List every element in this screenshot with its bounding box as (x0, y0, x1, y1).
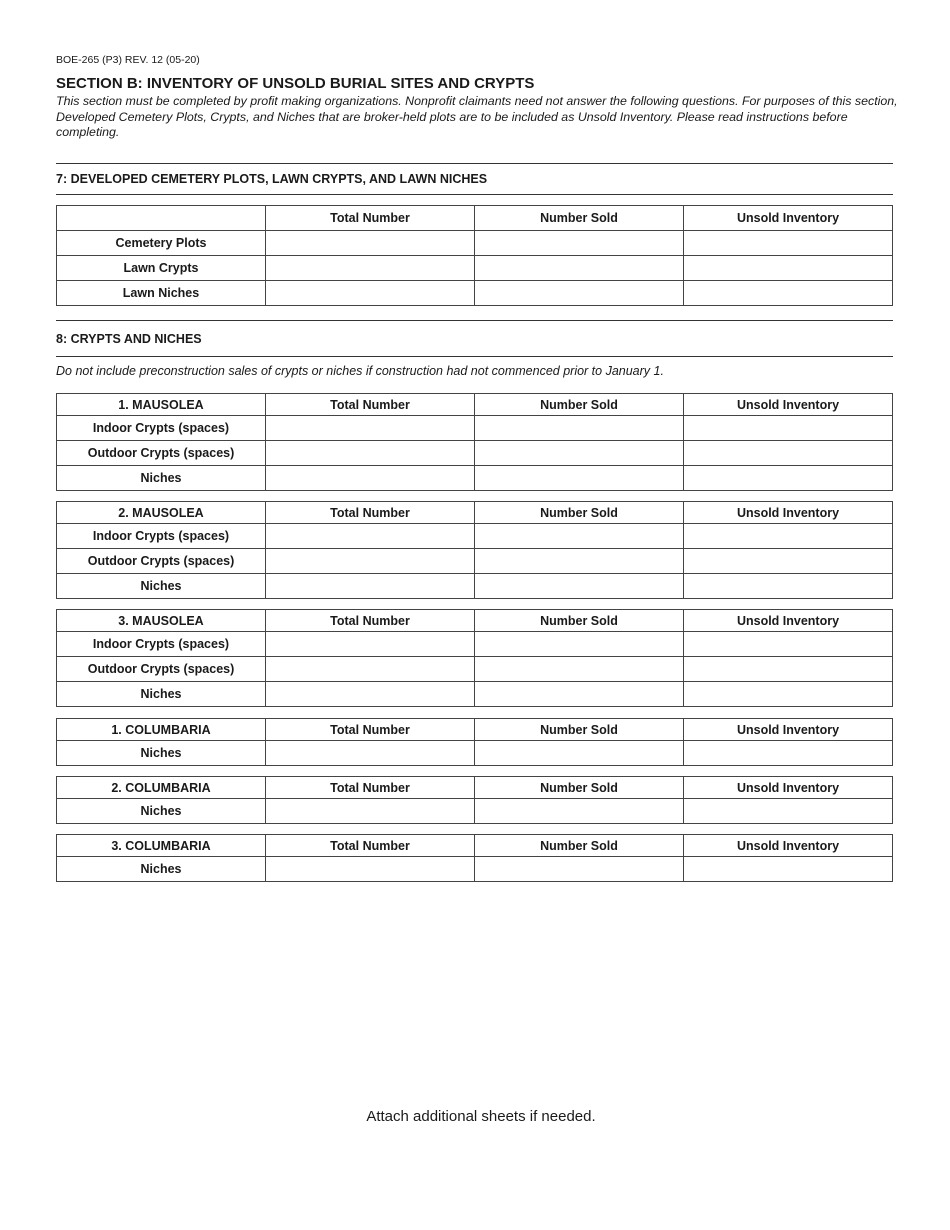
row-label: Outdoor Crypts (spaces) (57, 441, 266, 466)
header-blank (57, 206, 266, 231)
divider (56, 194, 893, 195)
unsold-inventory-field[interactable] (684, 799, 893, 824)
header-number-sold: Number Sold (475, 206, 684, 231)
number-sold-field[interactable] (475, 799, 684, 824)
header-total-number: Total Number (266, 835, 475, 857)
unsold-inventory-field[interactable] (684, 281, 893, 306)
part8-note: Do not include preconstruction sales of crypts or niches if construction had not commenced prior to January 1. (56, 364, 664, 378)
row-label: Cemetery Plots (57, 231, 266, 256)
header-total-number: Total Number (266, 777, 475, 799)
header-total-number: Total Number (266, 394, 475, 416)
table-label: 3. MAUSOLEA (57, 610, 266, 632)
header-total-number: Total Number (266, 502, 475, 524)
number-sold-field[interactable] (475, 682, 684, 707)
part7-table (56, 205, 893, 306)
number-sold-field[interactable] (475, 466, 684, 491)
header-unsold-inventory: Unsold Inventory (684, 610, 893, 632)
divider (56, 163, 893, 164)
unsold-inventory-field[interactable] (684, 857, 893, 882)
total-number-field[interactable] (266, 416, 475, 441)
table-label: 1. COLUMBARIA (57, 719, 266, 741)
table-label: 2. COLUMBARIA (57, 777, 266, 799)
total-number-field[interactable] (266, 441, 475, 466)
unsold-inventory-field[interactable] (684, 231, 893, 256)
total-number-field[interactable] (266, 549, 475, 574)
table-label: 2. MAUSOLEA (57, 502, 266, 524)
row-label: Niches (57, 682, 266, 707)
columbaria-3-table (56, 834, 893, 882)
header-unsold-inventory: Unsold Inventory (684, 835, 893, 857)
header-unsold-inventory: Unsold Inventory (684, 777, 893, 799)
total-number-field[interactable] (266, 256, 475, 281)
row-label: Lawn Niches (57, 281, 266, 306)
total-number-field[interactable] (266, 574, 475, 599)
header-total-number: Total Number (266, 610, 475, 632)
row-label: Lawn Crypts (57, 256, 266, 281)
total-number-field[interactable] (266, 799, 475, 824)
number-sold-field[interactable] (475, 416, 684, 441)
unsold-inventory-field[interactable] (684, 416, 893, 441)
header-number-sold: Number Sold (475, 777, 684, 799)
unsold-inventory-field[interactable] (684, 574, 893, 599)
header-total-number: Total Number (266, 719, 475, 741)
unsold-inventory-field[interactable] (684, 524, 893, 549)
header-unsold-inventory: Unsold Inventory (684, 206, 893, 231)
number-sold-field[interactable] (475, 256, 684, 281)
divider (56, 320, 893, 321)
total-number-field[interactable] (266, 466, 475, 491)
columbaria-1-table (56, 718, 893, 766)
number-sold-field[interactable] (475, 574, 684, 599)
row-label: Indoor Crypts (spaces) (57, 416, 266, 441)
header-unsold-inventory: Unsold Inventory (684, 394, 893, 416)
divider (56, 356, 893, 357)
number-sold-field[interactable] (475, 857, 684, 882)
table-label: 1. MAUSOLEA (57, 394, 266, 416)
unsold-inventory-field[interactable] (684, 682, 893, 707)
row-label: Niches (57, 741, 266, 766)
unsold-inventory-field[interactable] (684, 741, 893, 766)
number-sold-field[interactable] (475, 231, 684, 256)
mausolea-1-table (56, 393, 893, 491)
unsold-inventory-field[interactable] (684, 466, 893, 491)
total-number-field[interactable] (266, 524, 475, 549)
row-label: Outdoor Crypts (spaces) (57, 549, 266, 574)
header-unsold-inventory: Unsold Inventory (684, 719, 893, 741)
unsold-inventory-field[interactable] (684, 657, 893, 682)
number-sold-field[interactable] (475, 657, 684, 682)
total-number-field[interactable] (266, 682, 475, 707)
unsold-inventory-field[interactable] (684, 632, 893, 657)
total-number-field[interactable] (266, 657, 475, 682)
unsold-inventory-field[interactable] (684, 549, 893, 574)
mausolea-3-table (56, 609, 893, 707)
footer-note: Attach additional sheets if needed. (366, 1108, 596, 1125)
part8-title: 8: CRYPTS AND NICHES (56, 332, 202, 346)
header-total-number: Total Number (266, 206, 475, 231)
part7-title: 7: DEVELOPED CEMETERY PLOTS, LAWN CRYPTS, AND LAWN NICHES (56, 172, 488, 186)
row-label: Indoor Crypts (spaces) (57, 632, 266, 657)
row-label: Niches (57, 466, 266, 491)
form-id: BOE-265 (P3) REV. 12 (05-20) (56, 54, 200, 66)
number-sold-field[interactable] (475, 281, 684, 306)
number-sold-field[interactable] (475, 741, 684, 766)
total-number-field[interactable] (266, 632, 475, 657)
row-label: Niches (57, 857, 266, 882)
row-label: Niches (57, 799, 266, 824)
number-sold-field[interactable] (475, 524, 684, 549)
header-number-sold: Number Sold (475, 394, 684, 416)
total-number-field[interactable] (266, 741, 475, 766)
unsold-inventory-field[interactable] (684, 256, 893, 281)
header-number-sold: Number Sold (475, 502, 684, 524)
columbaria-2-table (56, 776, 893, 824)
header-number-sold: Number Sold (475, 719, 684, 741)
header-number-sold: Number Sold (475, 835, 684, 857)
total-number-field[interactable] (266, 281, 475, 306)
header-unsold-inventory: Unsold Inventory (684, 502, 893, 524)
unsold-inventory-field[interactable] (684, 441, 893, 466)
section-title: SECTION B: INVENTORY OF UNSOLD BURIAL SITES AND CRYPTS (56, 75, 535, 92)
total-number-field[interactable] (266, 857, 475, 882)
total-number-field[interactable] (266, 231, 475, 256)
number-sold-field[interactable] (475, 441, 684, 466)
table-label: 3. COLUMBARIA (57, 835, 266, 857)
mausolea-2-table (56, 501, 893, 599)
section-intro: This section must be completed by profit making organizations. Nonprofit claimants need not answer the following questions. For purposes of this section, Developed Cemetery Plots, Crypts, and Niches that are broker-held plots are to be included as Unsold Inventory. Please read instructions before completing. (56, 94, 898, 139)
header-number-sold: Number Sold (475, 610, 684, 632)
number-sold-field[interactable] (475, 632, 684, 657)
row-label: Indoor Crypts (spaces) (57, 524, 266, 549)
row-label: Niches (57, 574, 266, 599)
row-label: Outdoor Crypts (spaces) (57, 657, 266, 682)
number-sold-field[interactable] (475, 549, 684, 574)
